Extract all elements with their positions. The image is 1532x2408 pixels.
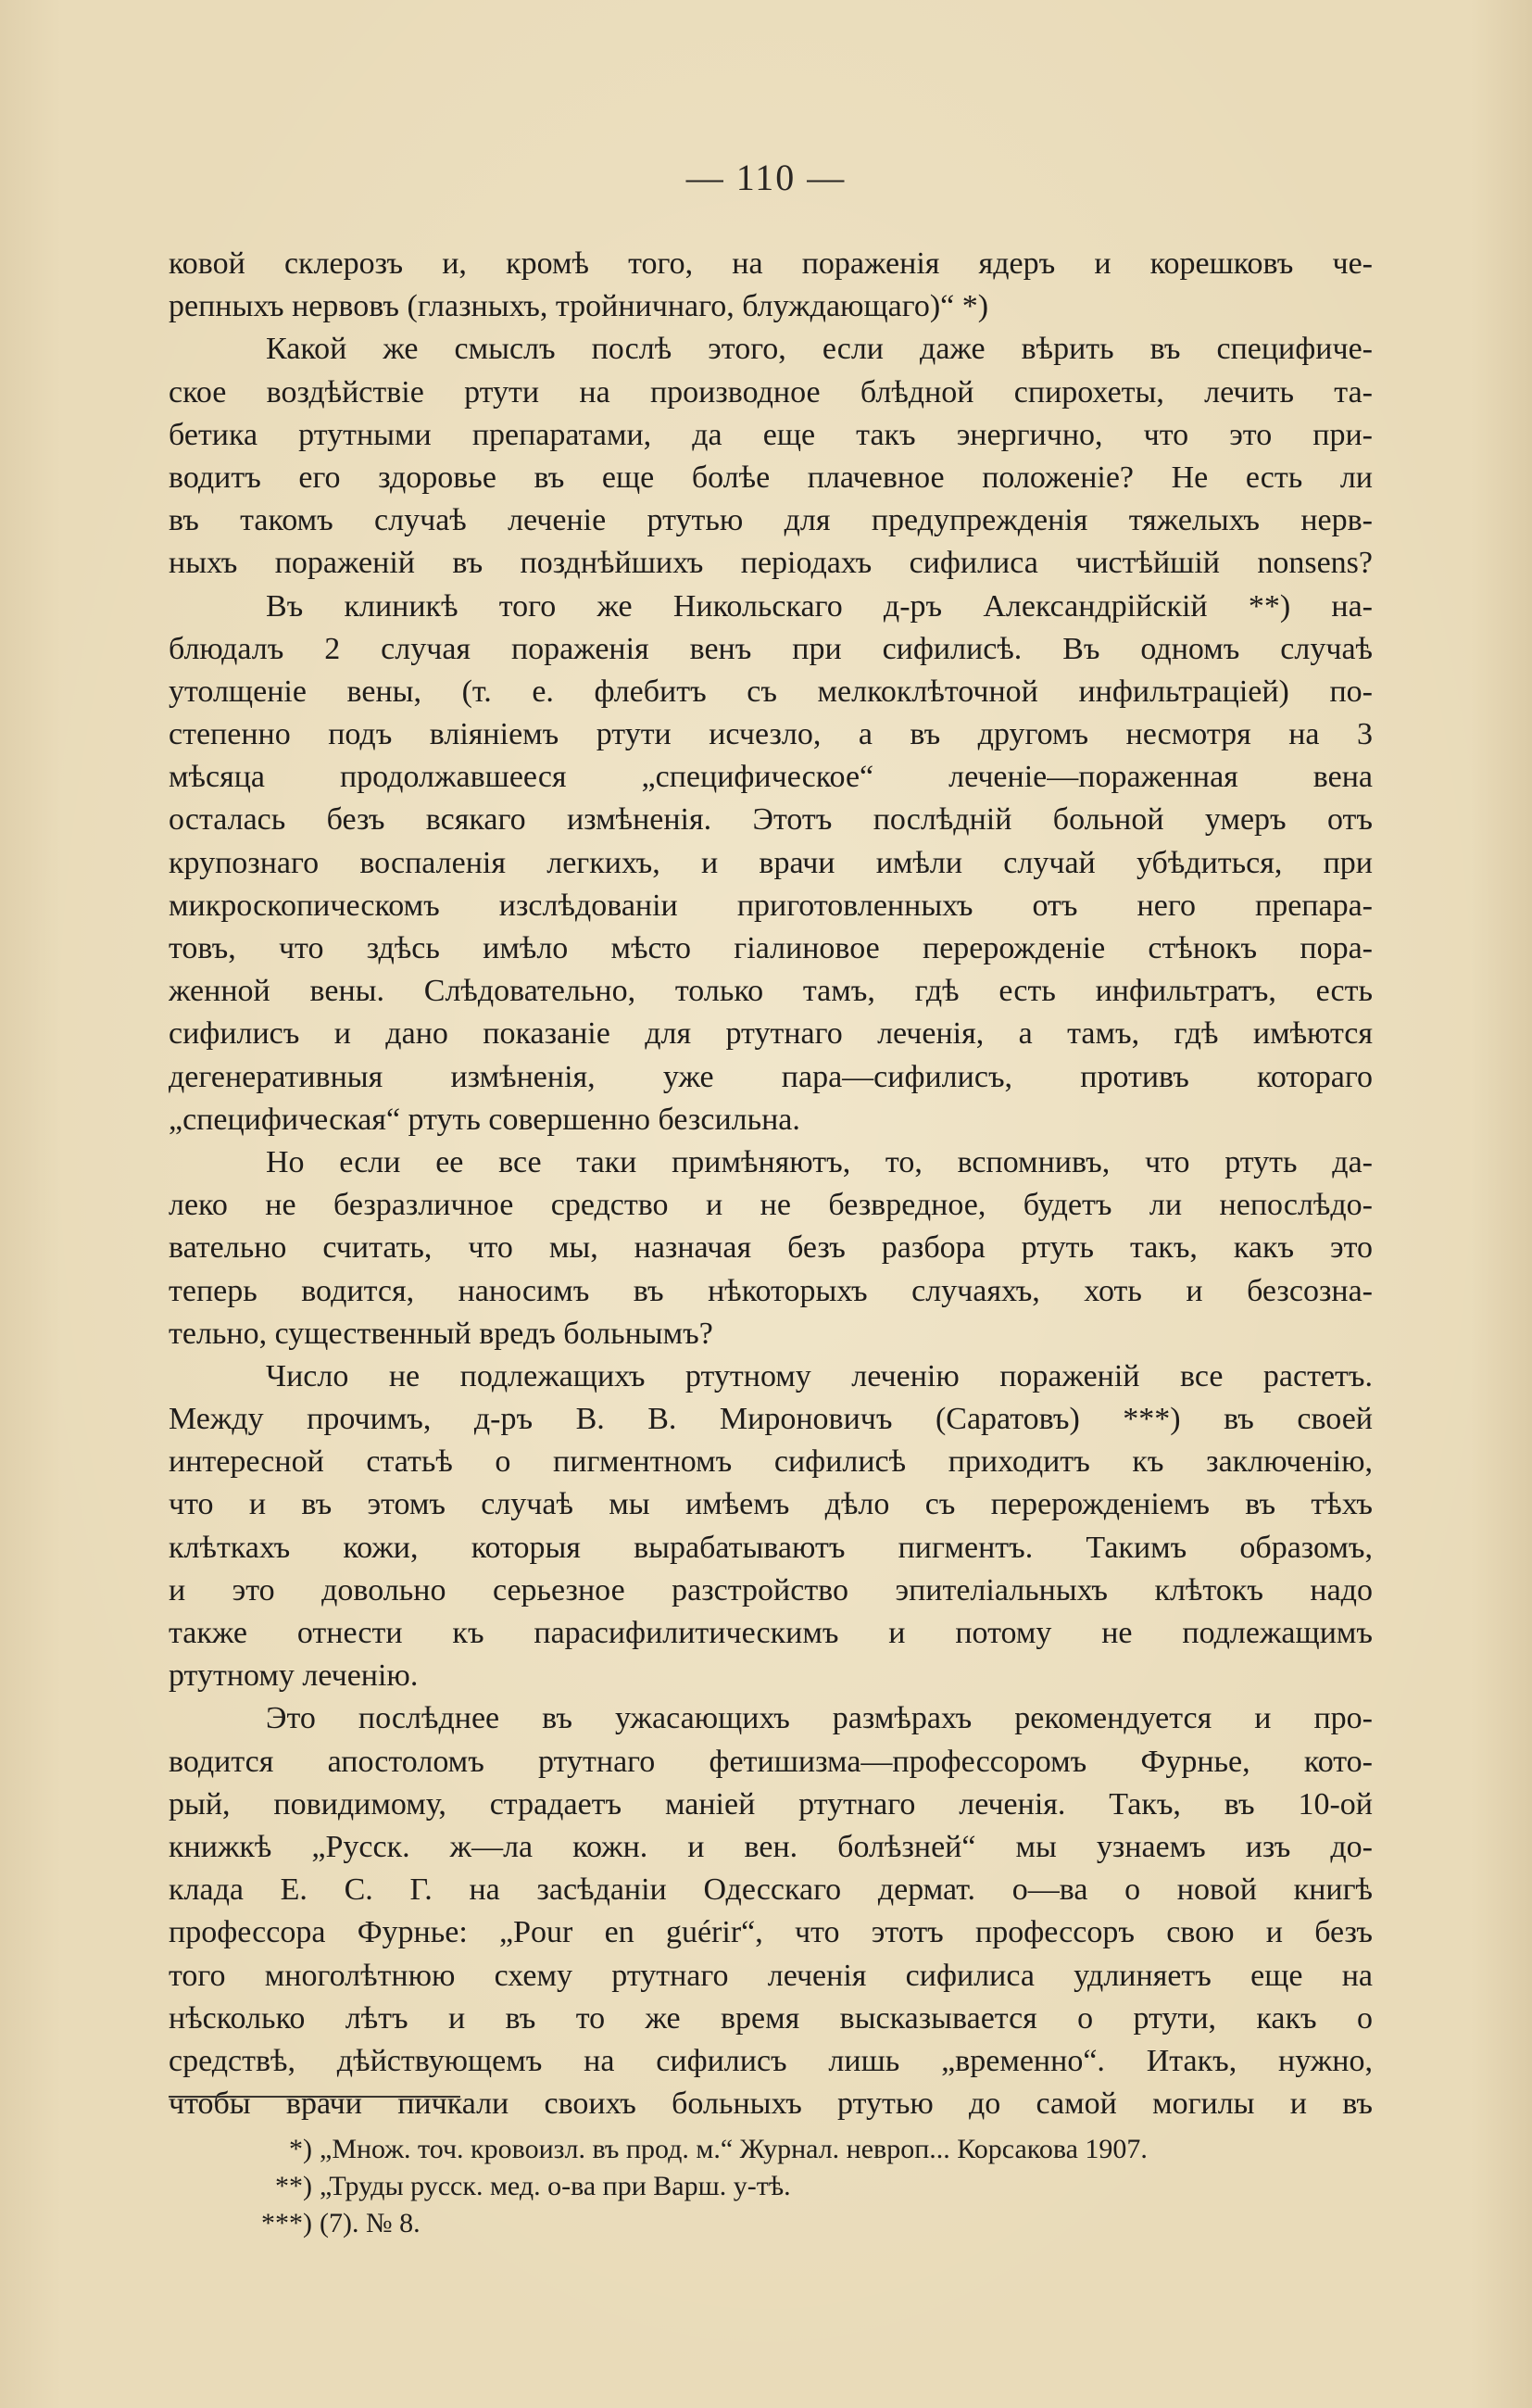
text-line: въ такомъ случаѣ леченіе ртутью для предупрежденія тяжелыхъ нерв- — [169, 503, 1373, 538]
footnote — [169, 2205, 1465, 2242]
text-line: репныхъ нервовъ (глазныхъ, тройничнаго, блуждающаго)“ *) — [169, 289, 989, 324]
text-line: Какой же смыслъ послѣ этого, если даже вѣрить въ специфиче- — [266, 332, 1373, 367]
text-line: водится апостоломъ ртутнаго фетишизма—профессоромъ Фурнье, кото- — [169, 1744, 1373, 1779]
text-line: клада Е. С. Г. на засѣданіи Одесскаго дермат. о—ва о новой книгѣ — [169, 1872, 1373, 1908]
footnote-divider — [169, 2096, 460, 2098]
text-line: средствѣ, дѣйствующемъ на сифилисъ лишь „временно“. Итакъ, нужно, — [169, 2043, 1373, 2078]
footnote — [169, 2168, 1465, 2205]
text-line: леко не безразличное средство и не безвредное, будетъ ли непослѣдо- — [169, 1188, 1373, 1223]
text-line: Между прочимъ, д-ръ В. В. Мироновичъ (Саратовъ) ***) въ своей — [169, 1402, 1373, 1437]
footnote — [169, 2131, 1465, 2168]
text-line: нѣсколько лѣтъ и въ то же время высказывается о ртути, какъ о — [169, 2000, 1373, 2036]
text-line: клѣткахъ кожи, которыя вырабатываютъ пигментъ. Такимъ образомъ, — [169, 1530, 1373, 1565]
text-line: блюдалъ 2 случая пораженія венъ при сифилисѣ. Въ одномъ случаѣ — [169, 631, 1373, 666]
footnotes — [169, 2131, 1465, 2242]
text-line: что и въ этомъ случаѣ мы имѣемъ дѣло съ перерожденіемъ въ тѣхъ — [169, 1487, 1373, 1522]
text-line: ковой склерозъ и, кромѣ того, на пораженія ядеръ и корешковъ че- — [169, 246, 1373, 281]
text-line: сифилисъ и дано показаніе для ртутнаго леченія, а тамъ, гдѣ имѣются — [169, 1016, 1373, 1052]
page-number: — 110 — — [685, 157, 847, 198]
text-line: утолщеніе вены, (т. е. флебитъ съ мелкоклѣточной инфильтраціей) по- — [169, 674, 1373, 709]
text-line: вательно считать, что мы, назначая безъ разбора ртуть такъ, какъ это — [169, 1230, 1373, 1266]
text-line: бетика ртутными препаратами, да еще такъ энергично, что это при- — [169, 417, 1373, 452]
text-line: женной вены. Слѣдовательно, только тамъ, гдѣ есть инфильтратъ, есть — [169, 974, 1373, 1009]
footnote-mark: *) — [289, 2134, 312, 2164]
text-line: микроскопическомъ изслѣдованіи приготовленныхъ отъ него препара- — [169, 888, 1373, 923]
text-line: дегенеративныя измѣненія, уже пара—сифилисъ, противъ котораго — [169, 1059, 1373, 1094]
text-line: Это послѣднее въ ужасающихъ размѣрахъ рекомендуется и про- — [266, 1701, 1373, 1736]
text-line: мѣсяца продолжавшееся „специфическое“ леченіе—пораженная вена — [169, 760, 1373, 795]
text-line: ское воздѣйствіе ртути на производное блѣдной спирохеты, лечить та- — [169, 374, 1373, 410]
footnote-text: „Множ. точ. кровоизл. въ прод. м.“ Журнал. невроп... Корсакова 1907. — [320, 2134, 1148, 2164]
text-line: Но если ее все таки примѣняютъ, то, вспомнивъ, что ртуть да- — [266, 1144, 1373, 1179]
footnote-text: „Труды русск. мед. о-ва при Варш. у-тѣ. — [320, 2171, 791, 2201]
footnote-text: (7). № 8. — [320, 2208, 421, 2238]
text-line: ныхъ пораженій въ позднѣйшихъ періодахъ сифилиса чистѣйшій nonsens? — [169, 546, 1373, 581]
text-line: водитъ его здоровье въ еще болѣе плачевное положенiе? Не есть ли — [169, 460, 1373, 495]
text-line: степенно подъ вліяніемъ ртути исчезло, а въ другомъ несмотря на 3 — [169, 717, 1373, 752]
text-line: Въ клиникѣ того же Никольскаго д-ръ Александрійскій **) на- — [266, 588, 1373, 624]
text-line: также отнести къ парасифилитическимъ и потому не подлежащимъ — [169, 1616, 1373, 1650]
footnote-mark: **) — [275, 2171, 312, 2201]
text-line: и это довольно серьезное разстройство эпителіальныхъ клѣтокъ надо — [169, 1572, 1373, 1607]
footnote-mark: ***) — [261, 2208, 312, 2238]
text-line: интересной статьѣ о пигментномъ сифилисѣ приходитъ къ заключенію, — [169, 1444, 1373, 1480]
text-line: того многолѣтнюю схему ртутнаго леченія сифилиса удлиняетъ еще на — [169, 1958, 1373, 1993]
text-line: крупознаго воспаленія легкихъ, и врачи имѣли случай убѣдиться, при — [169, 845, 1373, 880]
text-line: профессора Фурнье: „Pour en guérir“, что этотъ профессоръ свою и безъ — [169, 1915, 1373, 1950]
text-line: осталась безъ всякаго измѣненія. Этотъ послѣдній больной умеръ отъ — [169, 802, 1373, 838]
text-line: Число не подлежащихъ ртутному леченію пораженій все растетъ. — [266, 1358, 1373, 1393]
text-line: рый, повидимому, страдаетъ маніей ртутнаго леченія. Такъ, въ 10-ой — [169, 1786, 1373, 1822]
text-line: книжкѣ „Русск. ж—ла кожн. и вен. болѣзней“ мы узнаемъ изъ до- — [169, 1829, 1373, 1864]
text-line: ртутному леченію. — [169, 1658, 419, 1694]
text-line: тельно, существенный вредъ больнымъ? — [169, 1316, 713, 1351]
body-text — [169, 243, 1373, 2125]
text-line: чтобы врачи пичкали своихъ больныхъ ртутью до самой могилы и въ — [169, 2087, 1373, 2122]
text-line: теперь водится, наносимъ въ нѣкоторыхъ случаяхъ, хоть и безсозна- — [169, 1273, 1373, 1308]
text-line: „специфическая“ ртуть совершенно безсильна. — [169, 1102, 800, 1137]
text-line: товъ, что здѣсь имѣло мѣсто гіалиновое перерожденіе стѣнокъ пора- — [169, 931, 1373, 965]
